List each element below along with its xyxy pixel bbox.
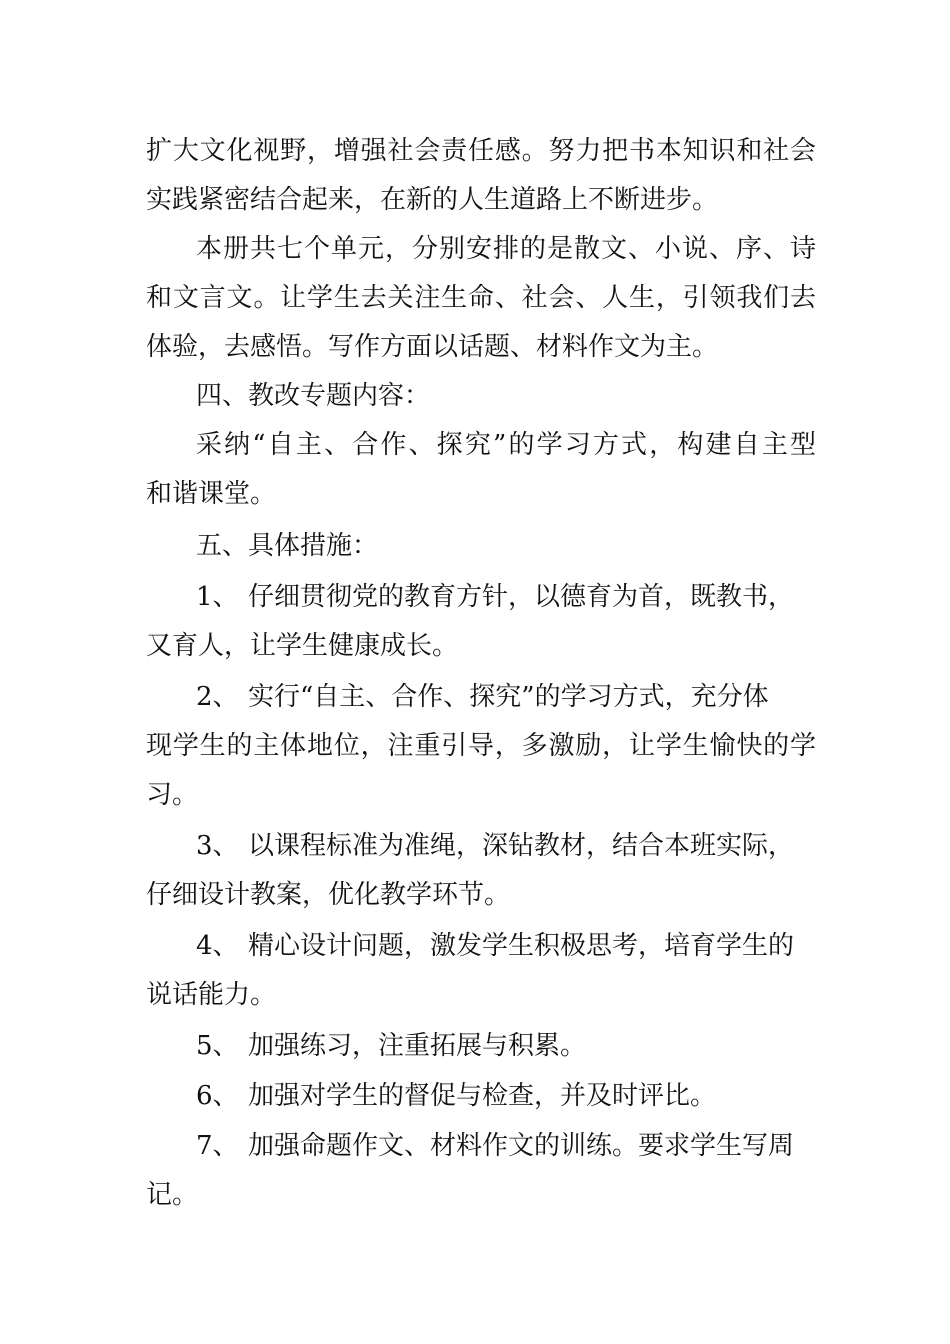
list-item: [196, 1029, 816, 1063]
body-line: 扩大文化视野，增强社会责任感。努力把书本知识和社会: [146, 136, 816, 166]
list-item: [196, 829, 816, 863]
list-item-text: 加强练习，注重拓展与积累。: [248, 1031, 587, 1061]
list-item: [196, 1079, 816, 1113]
list-item: [196, 1129, 816, 1163]
list-item: [196, 580, 816, 614]
list-number: 1、: [196, 582, 239, 612]
body-line: 体验，去感悟。写作方面以话题、材料作文为主。: [146, 332, 719, 362]
section-heading: 四、教改专题内容：: [196, 381, 431, 411]
body-line: 又育人，让学生健康成长。: [146, 631, 459, 661]
list-item-text: 仔细贯彻党的教育方针，以德育为首，既教书，: [248, 582, 795, 612]
body-line: 和文言文。让学生去关注生命、社会、人生，引领我们去: [146, 283, 816, 313]
body-line: 采纳“自主、合作、探究”的学习方式，构建自主型: [196, 430, 816, 460]
list-item-text: 精心设计问题，激发学生积极思考，培育学生的: [248, 931, 795, 961]
list-number: 3、: [196, 831, 239, 861]
body-line: 本册共七个单元，分别安排的是散文、小说、序、诗: [196, 234, 816, 264]
list-number: 7、: [196, 1131, 239, 1161]
list-number: 5、: [196, 1031, 239, 1061]
list-item-text: 加强命题作文、材料作文的训练。要求学生写周: [248, 1131, 795, 1161]
body-line: 说话能力。: [146, 980, 277, 1010]
list-number: 2、: [196, 682, 239, 712]
body-line: 实践紧密结合起来，在新的人生道路上不断进步。: [146, 185, 719, 215]
list-item-text: 加强对学生的督促与检查，并及时评比。: [248, 1081, 717, 1111]
list-item-text: 实行“自主、合作、探究”的学习方式，充分体: [248, 682, 769, 712]
list-item-text: 以课程标准为准绳，深钻教材，结合本班实际，: [248, 831, 795, 861]
list-number: 6、: [196, 1081, 239, 1111]
list-item: [196, 929, 816, 963]
body-line: 习。: [146, 780, 199, 810]
body-line: 现学生的主体地位，注重引导，多激励，让学生愉快的学: [146, 731, 816, 761]
body-line: 仔细设计教案，优化教学环节。: [146, 880, 511, 910]
body-line: 和谐课堂。: [146, 479, 277, 509]
section-heading: 五、具体措施：: [196, 531, 379, 561]
list-item: [196, 680, 816, 714]
body-line: 记。: [146, 1180, 199, 1210]
list-number: 4、: [196, 931, 239, 961]
